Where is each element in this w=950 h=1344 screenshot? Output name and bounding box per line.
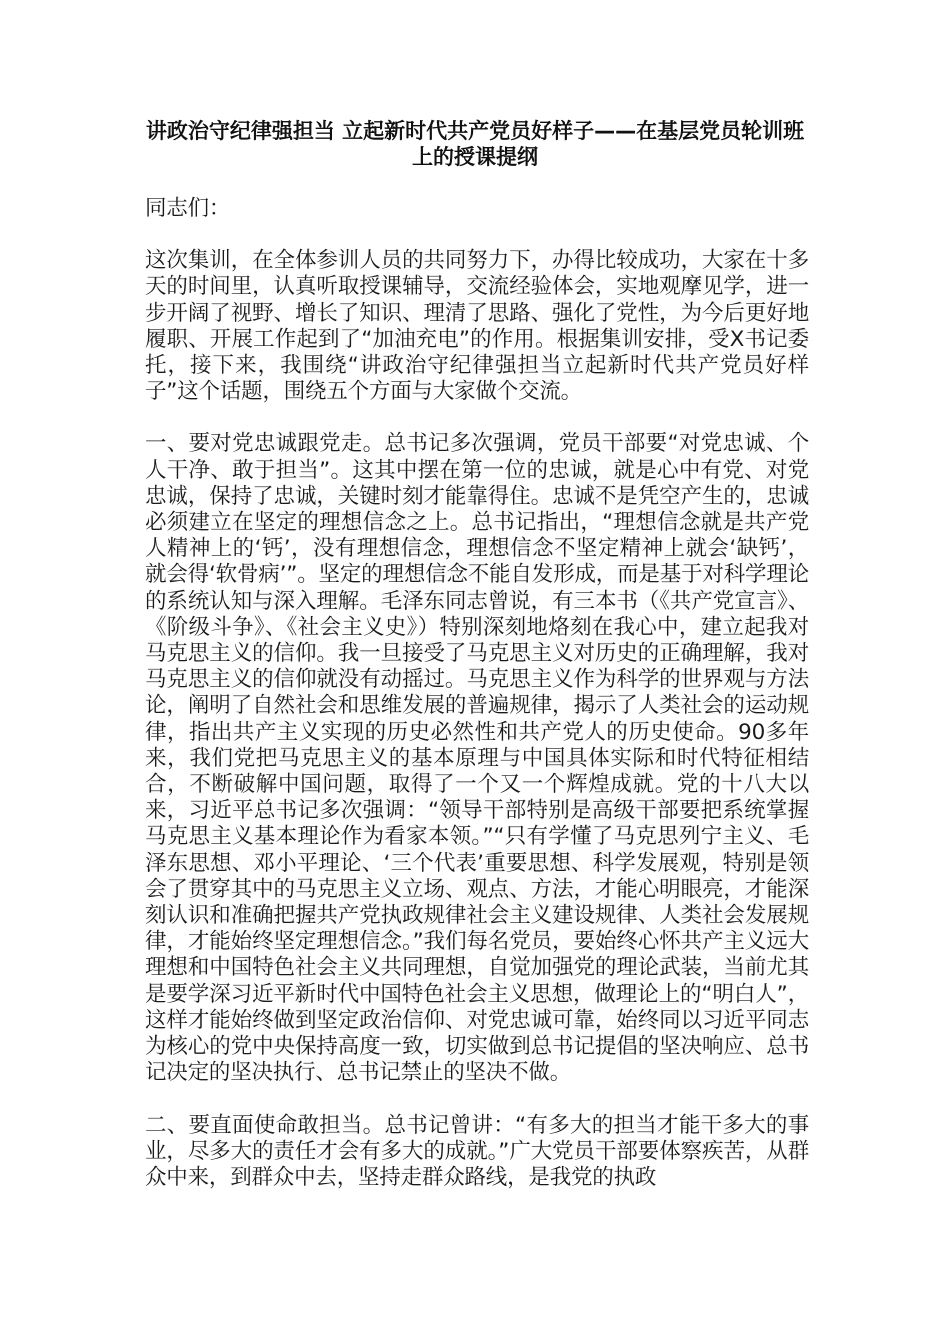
paragraph-section-2: 二、要直面使命敢担当。总书记曾讲：“有多大的担当才能干多大的事业，尽多大的责任才会有多大的成就。”广大党员干部要体察疾苦，从群众中来，到群众中去，坚持走群众路线，是我党的执政 bbox=[145, 1112, 809, 1190]
salutation: 同志们： bbox=[145, 196, 231, 221]
document-title: 讲政治守纪律强担当 立起新时代共产党员好样子——在基层党员轮训班上的授课提纲 bbox=[145, 119, 805, 169]
paragraph-section-1: 一、要对党忠诚跟党走。总书记多次强调，党员干部要“对党忠诚、个人干净、敢于担当”。这其中摆在第一位的忠诚，就是心中有党、对党忠诚，保持了忠诚，关键时刻才能靠得住。忠诚不是凭空产生的，忠诚必须建立在坚定的理想信念之上。总书记指出，“理想信念就是共产党人精神上的‘钙’，没有理想信念，理想信念不坚定精神上就会‘缺钙’，就会得‘软骨病’”。坚定的理想信念不能自发形成，而是基于对科学理论的系统认知与深入理解。毛泽东同志曾说，有三本书（《共产党宣言》、《阶级斗争》、《社会主义史》）特别深刻地烙刻在我心中，建立起我对马克思主义的信仰。我一旦接受了马克思主义对历史的正确理解，我对马克思主义的信仰就没有动摇过。马克思主义作为科学的世界观与方法论，阐明了自然社会和思维发展的普遍规律，揭示了人类社会的运动规律，指出共产主义实现的历史必然性和共产党人的历史使命。90多年来，我们党把马克思主义的基本原理与中国具体实际和时代特征相结合，不断破解中国问题，取得了一个又一个辉煌成就。党的十八大以来，习近平总书记多次强调：“领导干部特别是高级干部要把系统掌握马克思主义基本理论作为看家本领。”“只有学懂了马克思列宁主义、毛泽东思想、邓小平理论、‘三个代表’重要思想、科学发展观，特别是领会了贯穿其中的马克思主义立场、观点、方法，才能心明眼亮，才能深刻认识和准确把握共产党执政规律社会主义建设规律、人类社会发展规律，才能始终坚定理想信念。”我们每名党员，要始终心怀共产主义远大理想和中国特色社会主义共同理想，自觉加强党的理论武装，当前尤其是要学深习近平新时代中国特色社会主义思想，做理论上的“明白人”，这样才能始终做到坚定政治信仰、对党忠诚可靠，始终同以习近平同志为核心的党中央保持高度一致，切实做到总书记提倡的坚决响应、总书记决定的坚决执行、总书记禁止的坚决不做。 bbox=[145, 431, 809, 1086]
paragraph-intro: 这次集训，在全体参训人员的共同努力下，办得比较成功，大家在十多天的时间里，认真听取授课辅导，交流经验体会，实地观摩见学，进一步开阔了视野、增长了知识、理清了思路、强化了党性，为今后更好地履职、开展工作起到了“加油充电”的作用。根据集训安排，受X书记委托，接下来，我围绕“讲政治守纪律强担当立起新时代共产党员好样子”这个话题，围绕五个方面与大家做个交流。 bbox=[145, 248, 809, 405]
document-body bbox=[145, 196, 809, 1217]
